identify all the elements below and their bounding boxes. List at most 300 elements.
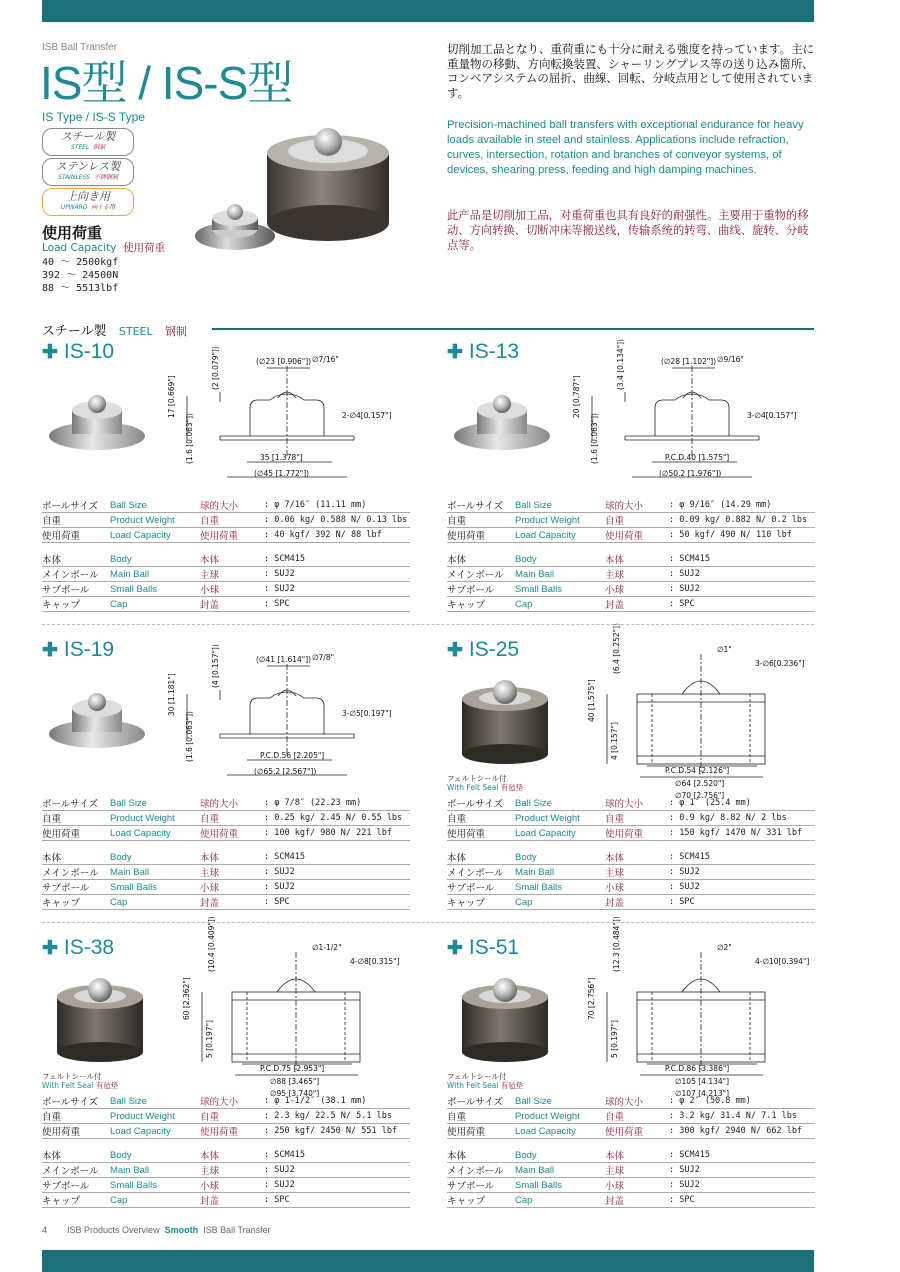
dimension-label: (6.4 [0.252"]) <box>612 623 621 674</box>
table-cell: Main Ball <box>110 567 200 582</box>
table-cell: キャップ <box>42 895 110 910</box>
table-cell: 封盖 <box>605 1193 669 1208</box>
table-cell: : SCM415 <box>264 850 410 865</box>
load-value-kgf: 40 ～ 2500kgf <box>42 257 119 268</box>
dimension-label: (12.3 [0.484"]) <box>612 916 621 972</box>
table-cell: : φ 9/16″ (14.29 mm) <box>669 498 815 513</box>
dimension-label: ∅1" <box>717 645 732 654</box>
badge-upward-en: UPWARD 向上专用 <box>60 204 116 211</box>
table-cell: 主球 <box>605 865 669 880</box>
dimension-drawing <box>202 952 360 1075</box>
dimension-label: (10.4 [0.409"]) <box>207 916 216 972</box>
table-row <box>42 850 410 865</box>
product-drawing <box>42 346 410 488</box>
table-cell: 球的大小 <box>605 796 669 811</box>
spec-table <box>447 1148 815 1208</box>
spec-table <box>447 796 815 841</box>
spec-table <box>42 796 410 841</box>
table-cell: 小球 <box>605 1178 669 1193</box>
badge-steel-en: STEEL 钢制 <box>70 144 106 151</box>
table-cell: 使用荷重 <box>42 826 110 841</box>
product-title: ✚ IS-51 <box>447 936 520 959</box>
table-row <box>42 1148 410 1163</box>
table-cell: Small Balls <box>515 1178 605 1193</box>
product-photo <box>57 978 143 1062</box>
spec-table <box>42 498 410 543</box>
product-photo <box>49 693 145 748</box>
table-row <box>42 1094 410 1109</box>
table-row <box>42 865 410 880</box>
dimension-label: 4-∅10[0.394"] <box>755 957 810 966</box>
dimension-label: P.C.D.56 [2.205"] <box>260 751 325 760</box>
separator <box>42 624 814 625</box>
table-cell: サブボール <box>447 880 515 895</box>
load-value-lbf: 88 ～ 5513lbf <box>42 283 119 294</box>
table-row <box>42 528 410 543</box>
table-cell: Product Weight <box>110 513 200 528</box>
table-cell: メインボール <box>447 567 515 582</box>
table-row <box>447 880 815 895</box>
table-cell: キャップ <box>447 597 515 612</box>
dimension-label: (4 [0.157"]) <box>211 644 220 688</box>
table-cell: Product Weight <box>515 513 605 528</box>
table-cell: : SUJ2 <box>669 865 815 880</box>
badge-stainless <box>42 158 134 186</box>
table-row <box>42 796 410 811</box>
table-cell: ボールサイズ <box>447 498 515 513</box>
badge-steel-jp: スチール製 <box>60 130 116 143</box>
dimension-label: (∅65.2 [2.567"]) <box>254 767 317 776</box>
product-drawing <box>447 339 815 488</box>
table-cell: 自重 <box>42 1109 110 1124</box>
table-cell: 使用荷重 <box>200 1124 264 1139</box>
dimension-label: 30 [1.181"] <box>167 673 176 716</box>
table-cell: : SUJ2 <box>669 567 815 582</box>
table-cell: キャップ <box>447 1193 515 1208</box>
table-cell: 主球 <box>200 865 264 880</box>
dimension-label: 40 [1.575"] <box>587 679 596 722</box>
table-cell: 主球 <box>200 567 264 582</box>
table-cell: 自重 <box>605 513 669 528</box>
table-cell: : 0.06 kg/ 0.588 N/ 0.13 lbs <box>264 513 410 528</box>
table-cell: : SUJ2 <box>669 880 815 895</box>
plus-icon: ✚ <box>42 342 58 363</box>
table-cell: ボールサイズ <box>447 796 515 811</box>
dimension-label: 4 [0.157"] <box>610 722 619 760</box>
table-cell: Load Capacity <box>515 528 605 543</box>
table-row <box>42 811 410 826</box>
table-cell: Load Capacity <box>110 826 200 841</box>
table-cell: : 300 kgf/ 2940 N/ 662 lbf <box>669 1124 815 1139</box>
table-cell: 使用荷重 <box>447 826 515 841</box>
table-cell: Body <box>110 552 200 567</box>
description-cn: 此产品是切削加工品，对重荷重也具有良好的耐强性。主要用于重物的移动、方向转换、切断冲床等搬送线，传输系统的转弯、曲线、旋转、分岐点等。 <box>447 209 809 252</box>
table-cell: Small Balls <box>110 880 200 895</box>
dimension-label: ∅95 [3.740"] <box>270 1089 320 1098</box>
table-cell: Body <box>515 552 605 567</box>
table-cell: 小球 <box>200 880 264 895</box>
table-cell: 封盖 <box>605 597 669 612</box>
table-cell: : SUJ2 <box>264 880 410 895</box>
table-cell: Cap <box>110 597 200 612</box>
load-subtitle: Load Capacity 使用荷重 <box>42 242 166 254</box>
table-cell: : 40 kgf/ 392 N/ 88 lbf <box>264 528 410 543</box>
table-cell: メインボール <box>42 1163 110 1178</box>
dimension-label: (∅50.2 [1.976"]) <box>659 469 722 478</box>
table-cell: Body <box>515 1148 605 1163</box>
table-row <box>42 567 410 582</box>
table-cell: 封盖 <box>200 895 264 910</box>
footer-smooth: Smooth <box>164 1225 199 1235</box>
table-row <box>42 826 410 841</box>
table-row <box>447 796 815 811</box>
table-cell: 本体 <box>447 1148 515 1163</box>
dimension-drawing <box>607 952 765 1075</box>
table-cell: 本体 <box>605 850 669 865</box>
table-cell: 主球 <box>605 567 669 582</box>
table-cell: Load Capacity <box>110 1124 200 1139</box>
table-cell: : φ 7/16″ (11.11 mm) <box>264 498 410 513</box>
table-cell: Ball Size <box>110 796 200 811</box>
table-cell: 使用荷重 <box>42 528 110 543</box>
table-cell: : SPC <box>264 895 410 910</box>
table-row <box>447 552 815 567</box>
table-cell: : SPC <box>669 1193 815 1208</box>
table-cell: ボールサイズ <box>42 498 110 513</box>
dimension-label: ∅1-1/2" <box>312 943 342 952</box>
table-cell: 主球 <box>605 1163 669 1178</box>
page-title: IS型 / IS-S型 <box>40 57 293 109</box>
table-cell: Main Ball <box>515 1163 605 1178</box>
badge-stainless-jp: ステンレス製 <box>55 160 121 173</box>
section-rule <box>212 328 814 330</box>
table-cell: Ball Size <box>110 498 200 513</box>
section-heading: スチール製 STEEL 钢制 <box>42 324 188 339</box>
table-cell: 小球 <box>605 880 669 895</box>
table-cell: Load Capacity <box>515 1124 605 1139</box>
table-cell: : SUJ2 <box>264 1178 410 1193</box>
table-row <box>42 1124 410 1139</box>
table-cell: キャップ <box>42 597 110 612</box>
felt-seal-note: フェルトシール付 With Felt Seal 有毡垫 <box>447 1072 524 1090</box>
table-cell: 自重 <box>605 811 669 826</box>
table-cell: : SCM415 <box>669 552 815 567</box>
spec-table <box>42 1094 410 1139</box>
plus-icon: ✚ <box>42 938 58 959</box>
dimension-label: ∅7/16" <box>312 355 339 364</box>
dimension-label: ∅64 [2.520"] <box>675 779 725 788</box>
table-cell: 主球 <box>200 1163 264 1178</box>
table-cell: 本体 <box>42 1148 110 1163</box>
dimension-drawing <box>607 654 765 777</box>
table-cell: サブボール <box>447 582 515 597</box>
table-cell: : SUJ2 <box>264 582 410 597</box>
table-cell: ボールサイズ <box>42 796 110 811</box>
table-cell: 小球 <box>200 1178 264 1193</box>
table-cell: Body <box>110 850 200 865</box>
table-cell: : SPC <box>264 1193 410 1208</box>
table-cell: : SUJ2 <box>264 567 410 582</box>
table-cell: : SPC <box>669 597 815 612</box>
table-cell: : φ 7/8″ (22.23 mm) <box>264 796 410 811</box>
spec-table <box>447 552 815 612</box>
table-cell: Ball Size <box>515 1094 605 1109</box>
table-cell: 自重 <box>447 811 515 826</box>
table-cell: Product Weight <box>515 1109 605 1124</box>
badge-steel <box>42 128 134 156</box>
dimension-label: ∅70 [2.756"] <box>675 791 725 800</box>
product-photo <box>462 680 548 764</box>
table-cell: : SCM415 <box>669 1148 815 1163</box>
dimension-label: P.C.D.75 [2.953"] <box>260 1064 325 1073</box>
product-title: ✚ IS-25 <box>447 638 520 661</box>
table-cell: 封盖 <box>200 597 264 612</box>
product-drawing <box>42 644 410 786</box>
dimension-label: (1.6 [0.063"]) <box>185 711 194 762</box>
table-cell: 本体 <box>42 552 110 567</box>
table-cell: Ball Size <box>110 1094 200 1109</box>
table-cell: 小球 <box>200 582 264 597</box>
dimension-label: 60 [2.362"] <box>182 977 191 1020</box>
table-cell: 自重 <box>42 513 110 528</box>
felt-seal-note: フェルトシール付 With Felt Seal 有毡垫 <box>447 774 524 792</box>
table-cell: 自重 <box>605 1109 669 1124</box>
table-cell: 小球 <box>605 582 669 597</box>
table-cell: Cap <box>515 597 605 612</box>
dimension-label: 70 [2.756"] <box>587 977 596 1020</box>
table-cell: メインボール <box>447 865 515 880</box>
table-row <box>42 895 410 910</box>
footer <box>42 1225 271 1235</box>
dimension-label: 5 [0.197"] <box>205 1020 214 1058</box>
table-cell: 自重 <box>447 1109 515 1124</box>
table-cell: 自重 <box>200 513 264 528</box>
table-cell: 使用荷重 <box>200 826 264 841</box>
table-cell: : SUJ2 <box>264 865 410 880</box>
table-cell: Cap <box>515 895 605 910</box>
dimension-label: P.C.D.54 [2.126"] <box>665 766 730 775</box>
product-drawing <box>447 623 815 800</box>
table-cell: メインボール <box>42 567 110 582</box>
table-cell: メインボール <box>447 1163 515 1178</box>
table-cell: 使用荷重 <box>605 826 669 841</box>
table-cell: Product Weight <box>515 811 605 826</box>
dimension-label: 20 [0.787"] <box>572 375 581 418</box>
table-cell: : SUJ2 <box>669 1178 815 1193</box>
table-row <box>447 1124 815 1139</box>
table-row <box>42 582 410 597</box>
table-cell: 自重 <box>447 513 515 528</box>
table-row <box>42 880 410 895</box>
table-row <box>447 865 815 880</box>
dimension-label: (2 [0.079"]) <box>211 346 220 390</box>
table-cell: Product Weight <box>110 1109 200 1124</box>
table-cell: Cap <box>110 1193 200 1208</box>
table-cell: Small Balls <box>110 582 200 597</box>
table-row <box>447 567 815 582</box>
table-cell: : φ 1″ (25.4 mm) <box>669 796 815 811</box>
table-cell: サブボール <box>42 880 110 895</box>
product-photo <box>49 395 145 450</box>
table-cell: 自重 <box>200 1109 264 1124</box>
dimension-label: P.C.D.86 [3.386"] <box>665 1064 730 1073</box>
table-cell: 球的大小 <box>605 1094 669 1109</box>
table-cell: Ball Size <box>515 796 605 811</box>
table-cell: Small Balls <box>515 880 605 895</box>
table-cell: 自重 <box>200 811 264 826</box>
dimension-label: (1.6 [0.063"]) <box>590 413 599 464</box>
table-row <box>447 528 815 543</box>
table-row <box>447 498 815 513</box>
spec-table <box>42 552 410 612</box>
table-cell: : SUJ2 <box>669 1163 815 1178</box>
table-cell: 本体 <box>605 1148 669 1163</box>
table-cell: サブボール <box>447 1178 515 1193</box>
table-cell: 球的大小 <box>200 796 264 811</box>
footer-text: ISB Ball Transfer <box>203 1225 271 1235</box>
table-cell: Ball Size <box>515 498 605 513</box>
product-drawing <box>447 916 815 1098</box>
table-row <box>447 811 815 826</box>
table-row <box>447 597 815 612</box>
bottom-bar <box>42 1250 814 1272</box>
dimension-label: 5 [0.197"] <box>610 1020 619 1058</box>
dimension-label: 3-∅5[0.197"] <box>342 709 392 718</box>
table-row <box>447 1178 815 1193</box>
product-photo <box>454 395 550 450</box>
table-cell: : 150 kgf/ 1470 N/ 331 lbf <box>669 826 815 841</box>
badge-upward-jp: 上向き用 <box>66 190 110 203</box>
dimension-label: 3-∅6[0.236"] <box>755 659 805 668</box>
table-cell: 本体 <box>447 552 515 567</box>
table-cell: キャップ <box>42 1193 110 1208</box>
dimension-label: (3.4 [0.134"]) <box>616 339 625 390</box>
table-cell: Main Ball <box>515 865 605 880</box>
table-cell: Main Ball <box>515 567 605 582</box>
dimension-label: (∅28 [1.102"]) <box>661 357 717 366</box>
table-cell: ボールサイズ <box>447 1094 515 1109</box>
table-cell: Cap <box>515 1193 605 1208</box>
dimension-label: (∅45 [1.772"]) <box>254 469 310 478</box>
top-bar <box>42 0 814 22</box>
table-cell: : SPC <box>264 597 410 612</box>
spec-table <box>447 850 815 910</box>
table-cell: メインボール <box>42 865 110 880</box>
table-cell: : φ 1-1/2″ (38.1 mm) <box>264 1094 410 1109</box>
table-cell: 使用荷重 <box>447 528 515 543</box>
table-row <box>447 826 815 841</box>
table-row <box>447 850 815 865</box>
product-title: ✚ IS-10 <box>42 340 115 363</box>
table-cell: キャップ <box>447 895 515 910</box>
table-row <box>42 552 410 567</box>
product-title: ✚ IS-38 <box>42 936 115 959</box>
table-cell: 球的大小 <box>200 498 264 513</box>
table-cell: 封盖 <box>605 895 669 910</box>
dimension-label: 4-∅8[0.315"] <box>350 957 400 966</box>
load-title: 使用荷重 <box>42 224 103 242</box>
dimension-label: P.C.D.40 [1.575"] <box>665 453 730 462</box>
table-row <box>447 1094 815 1109</box>
table-cell: サブボール <box>42 582 110 597</box>
table-row <box>42 597 410 612</box>
product-drawing <box>42 916 410 1098</box>
footer-text: ISB Products Overview <box>67 1225 160 1235</box>
product-title: ✚ IS-19 <box>42 638 115 661</box>
table-cell: : 0.09 kg/ 0.882 N/ 0.2 lbs <box>669 513 815 528</box>
table-cell: : SCM415 <box>264 1148 410 1163</box>
separator <box>42 922 814 923</box>
table-cell: 本体 <box>200 552 264 567</box>
table-cell: 球的大小 <box>200 1094 264 1109</box>
spec-table <box>447 1094 815 1139</box>
dimension-label: ∅105 [4.134"] <box>675 1077 730 1086</box>
description-jp: 切削加工品となり、重荷重にも十分に耐える強度を持っています。主に重量物の移動、方向転換装置、シャーリングプレス等の送り込み箇所、コンベアシステムの屈折、曲線、回転、分岐点用として使用されています。 <box>447 42 815 100</box>
table-cell: Product Weight <box>110 811 200 826</box>
table-row <box>42 1193 410 1208</box>
table-cell: 本体 <box>200 850 264 865</box>
dimension-label: 3-∅4[0.157"] <box>747 411 797 420</box>
table-cell: : 50 kgf/ 490 N/ 110 lbf <box>669 528 815 543</box>
table-row <box>447 1148 815 1163</box>
table-cell: サブボール <box>42 1178 110 1193</box>
table-cell: 自重 <box>42 811 110 826</box>
table-cell: Cap <box>110 895 200 910</box>
table-row <box>42 1109 410 1124</box>
table-row <box>447 895 815 910</box>
spec-table <box>42 1148 410 1208</box>
dimension-label: ∅9/16" <box>717 355 744 364</box>
table-cell: 使用荷重 <box>447 1124 515 1139</box>
dimension-label: ∅88 [3.465"] <box>270 1077 320 1086</box>
plus-icon: ✚ <box>447 342 463 363</box>
table-cell: 本体 <box>200 1148 264 1163</box>
product-title: ✚ IS-13 <box>447 340 520 363</box>
table-cell: : 250 kgf/ 2450 N/ 551 lbf <box>264 1124 410 1139</box>
badge-upward <box>42 188 134 216</box>
table-cell: 球的大小 <box>605 498 669 513</box>
table-row <box>42 1178 410 1193</box>
table-row <box>447 1109 815 1124</box>
table-cell: : SUJ2 <box>669 582 815 597</box>
dimension-label: (∅41 [1.614"]) <box>256 655 312 664</box>
dimension-label: (∅23 [0.906"]) <box>256 357 312 366</box>
felt-seal-note: フェルトシール付 With Felt Seal 有毡垫 <box>42 1072 119 1090</box>
table-cell: Load Capacity <box>515 826 605 841</box>
table-cell: Body <box>110 1148 200 1163</box>
table-cell: : 0.9 kg/ 8.82 N/ 2 lbs <box>669 811 815 826</box>
spec-table <box>42 850 410 910</box>
table-cell: 封盖 <box>200 1193 264 1208</box>
table-cell: : SUJ2 <box>264 1163 410 1178</box>
description-en: Precision-machined ball transfers with exceptional endurance for heavy loads available in steel and stainless. Applications include refraction, curves, intersection, rotation and branches of conveyor systems, of devices, shearing press, feeding and high damping machines. <box>447 119 804 176</box>
page-number: 4 <box>42 1225 48 1235</box>
table-row <box>42 1163 410 1178</box>
table-cell: Main Ball <box>110 1163 200 1178</box>
table-cell: : 3.2 kg/ 31.4 N/ 7.1 lbs <box>669 1109 815 1124</box>
table-cell: Main Ball <box>110 865 200 880</box>
table-cell: 使用荷重 <box>605 1124 669 1139</box>
dimension-label: ∅107 [4.213"] <box>675 1089 730 1098</box>
dimension-label: ∅7/8" <box>312 653 335 662</box>
table-row <box>42 498 410 513</box>
table-cell: 使用荷重 <box>200 528 264 543</box>
dimension-label: 17 [0.669"] <box>167 375 176 418</box>
hero-product-image <box>175 118 415 278</box>
table-cell: 本体 <box>447 850 515 865</box>
table-cell: 本体 <box>42 850 110 865</box>
table-cell: Small Balls <box>515 582 605 597</box>
